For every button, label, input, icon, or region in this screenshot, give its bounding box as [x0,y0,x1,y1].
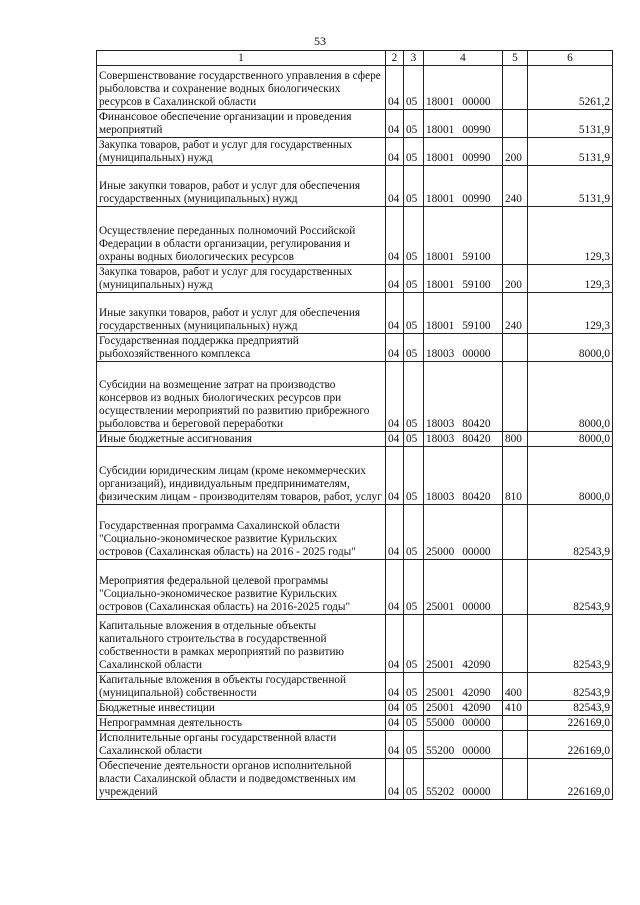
row-name: Субсидии на возмещение затрат на производство консервов из водных биологических ресурсов при осуществлении мероприятий по развитию прибрежного рыболовства и береговой переработки [97,362,386,432]
row-expense-type: 240 [503,166,528,207]
row-expense-type [503,66,528,110]
page-number: 53 [314,34,326,48]
row-name: Осуществление переданных полномочий Российской Федерации в области организации, регулирования и охраны водных биологических ресурсов [97,207,386,265]
target-article-direction-code: 59100 [462,279,491,291]
row-amount: 5261,2 [528,66,613,110]
table-row [97,66,613,110]
row-section: 04 [386,759,404,800]
row-section: 04 [386,432,404,447]
row-name: Иные бюджетные ассигнования [97,432,386,447]
target-article-direction-code: 00990 [462,124,491,136]
target-article-program-code: 18001 [426,124,455,136]
row-name: Капитальные вложения в отдельные объекты капитального строительства в государственной собственности в рамках мероприятий по развитию Сахалинской области [97,615,386,673]
target-article-program-code: 18001 [426,251,455,263]
target-article-direction-code: 80420 [462,491,491,503]
table-row [97,615,613,673]
row-target-article [424,138,503,166]
row-amount: 8000,0 [528,334,613,362]
row-section: 04 [386,293,404,334]
table-row [97,560,613,615]
row-section: 04 [386,166,404,207]
row-expense-type [503,731,528,759]
target-article-direction-code: 80420 [462,418,491,430]
row-section: 04 [386,716,404,731]
target-article-direction-code: 00000 [462,745,491,757]
row-section: 04 [386,673,404,701]
table-row [97,207,613,265]
row-subsection: 05 [404,334,424,362]
table-row [97,731,613,759]
row-name: Бюджетные инвестиции [97,701,386,716]
row-target-article [424,293,503,334]
target-article-program-code: 18001 [426,193,455,205]
row-expense-type: 810 [503,447,528,505]
row-section: 04 [386,362,404,432]
row-subsection: 05 [404,673,424,701]
row-target-article [424,447,503,505]
column-header: 1 [97,51,386,66]
row-target-article [424,334,503,362]
table-row [97,110,613,138]
row-subsection: 05 [404,166,424,207]
target-article-direction-code: 00000 [462,96,491,108]
row-target-article [424,759,503,800]
row-name: Финансовое обеспечение организации и проведения мероприятий [97,110,386,138]
row-section: 04 [386,615,404,673]
column-header: 6 [528,51,613,66]
row-target-article [424,560,503,615]
target-article-direction-code: 59100 [462,251,491,263]
row-name: Государственная программа Сахалинской области "Социально-экономическое развитие Курильских островов (Сахалинская область) на 2016 - 2025 годы" [97,505,386,560]
row-expense-type: 240 [503,293,528,334]
table-row [97,293,613,334]
row-target-article [424,701,503,716]
row-target-article [424,110,503,138]
target-article-direction-code: 42090 [462,659,491,671]
row-amount: 226169,0 [528,716,613,731]
row-name: Государственная поддержка предприятий рыбохозяйственного комплекса [97,334,386,362]
target-article-program-code: 55202 [426,786,455,798]
column-header: 2 [386,51,404,66]
row-amount: 82543,9 [528,560,613,615]
row-section: 04 [386,701,404,716]
row-expense-type: 200 [503,265,528,293]
row-expense-type: 800 [503,432,528,447]
target-article-direction-code: 00000 [462,717,491,729]
row-amount: 226169,0 [528,731,613,759]
column-header: 5 [503,51,528,66]
row-section: 04 [386,138,404,166]
row-amount: 82543,9 [528,615,613,673]
target-article-direction-code: 42090 [462,687,491,699]
row-subsection: 05 [404,759,424,800]
row-target-article [424,166,503,207]
row-expense-type: 400 [503,673,528,701]
row-subsection: 05 [404,66,424,110]
target-article-program-code: 18001 [426,152,455,164]
row-target-article [424,716,503,731]
row-name: Исполнительные органы государственной власти Сахалинской области [97,731,386,759]
row-expense-type [503,759,528,800]
row-subsection: 05 [404,265,424,293]
row-section: 04 [386,66,404,110]
row-name: Обеспечение деятельности органов исполнительной власти Сахалинской области и подведомственных им учреждений [97,759,386,800]
row-name: Закупка товаров, работ и услуг для государственных (муниципальных) нужд [97,265,386,293]
table-row [97,505,613,560]
row-section: 04 [386,560,404,615]
target-article-direction-code: 42090 [462,702,491,714]
row-expense-type: 410 [503,701,528,716]
target-article-direction-code: 00000 [462,546,491,558]
row-name: Субсидии юридическим лицам (кроме некоммерческих организаций), индивидуальным предпринимателям, физическим лицам - производителям товаров, работ, услуг [97,447,386,505]
row-amount: 226169,0 [528,759,613,800]
row-target-article [424,362,503,432]
target-article-program-code: 25001 [426,659,455,671]
target-article-direction-code: 80420 [462,433,491,445]
row-target-article [424,432,503,447]
table-row [97,166,613,207]
row-expense-type [503,207,528,265]
row-name: Иные закупки товаров, работ и услуг для обеспечения государственных (муниципальных) нужд [97,166,386,207]
row-amount: 8000,0 [528,447,613,505]
row-name: Непрограммная деятельность [97,716,386,731]
row-subsection: 05 [404,731,424,759]
table-row [97,362,613,432]
target-article-program-code: 25001 [426,702,455,714]
row-expense-type [503,334,528,362]
table-row [97,265,613,293]
target-article-program-code: 25001 [426,687,455,699]
row-target-article [424,615,503,673]
row-subsection: 05 [404,362,424,432]
row-section: 04 [386,731,404,759]
row-name: Мероприятия федеральной целевой программы "Социально-экономическое развитие Курильских островов (Сахалинская область) на 2016-2025 годы" [97,560,386,615]
target-article-direction-code: 00000 [462,348,491,360]
target-article-program-code: 25001 [426,601,455,613]
target-article-direction-code: 00990 [462,152,491,164]
row-amount: 129,3 [528,265,613,293]
row-subsection: 05 [404,716,424,731]
table-row [97,447,613,505]
row-subsection: 05 [404,615,424,673]
row-expense-type: 200 [503,138,528,166]
target-article-direction-code: 59100 [462,320,491,332]
row-section: 04 [386,447,404,505]
row-name: Совершенствование государственного управления в сфере рыболовства и сохранение водных биологических ресурсов в Сахалинской области [97,66,386,110]
row-target-article [424,207,503,265]
row-section: 04 [386,505,404,560]
target-article-direction-code: 00990 [462,193,491,205]
row-target-article [424,66,503,110]
row-target-article [424,265,503,293]
row-amount: 5131,9 [528,166,613,207]
row-target-article [424,673,503,701]
target-article-program-code: 18003 [426,491,455,503]
column-header: 4 [424,51,503,66]
row-subsection: 05 [404,207,424,265]
target-article-program-code: 25000 [426,546,455,558]
table-row [97,716,613,731]
table-header-row [97,51,613,66]
row-amount: 5131,9 [528,110,613,138]
target-article-program-code: 18003 [426,348,455,360]
row-amount: 82543,9 [528,505,613,560]
row-expense-type [503,110,528,138]
row-name: Иные закупки товаров, работ и услуг для обеспечения государственных (муниципальных) нужд [97,293,386,334]
row-target-article [424,731,503,759]
row-subsection: 05 [404,560,424,615]
row-expense-type [503,560,528,615]
target-article-program-code: 18001 [426,320,455,332]
row-amount: 82543,9 [528,673,613,701]
row-amount: 8000,0 [528,432,613,447]
table-row [97,334,613,362]
row-subsection: 05 [404,293,424,334]
target-article-program-code: 18003 [426,418,455,430]
target-article-program-code: 18003 [426,433,455,445]
row-expense-type [503,505,528,560]
row-amount: 5131,9 [528,138,613,166]
row-subsection: 05 [404,505,424,560]
row-section: 04 [386,334,404,362]
table-row [97,701,613,716]
row-expense-type [503,362,528,432]
row-section: 04 [386,207,404,265]
row-expense-type [503,716,528,731]
target-article-program-code: 55200 [426,745,455,757]
row-subsection: 05 [404,432,424,447]
budget-table [96,50,613,800]
target-article-program-code: 18001 [426,279,455,291]
column-header: 3 [404,51,424,66]
row-amount: 129,3 [528,207,613,265]
row-amount: 129,3 [528,293,613,334]
row-section: 04 [386,110,404,138]
row-name: Капитальные вложения в объекты государственной (муниципальной) собственности [97,673,386,701]
row-amount: 8000,0 [528,362,613,432]
target-article-direction-code: 00000 [462,786,491,798]
target-article-program-code: 18001 [426,96,455,108]
table-row [97,673,613,701]
row-section: 04 [386,265,404,293]
row-name: Закупка товаров, работ и услуг для государственных (муниципальных) нужд [97,138,386,166]
table-row [97,432,613,447]
target-article-direction-code: 00000 [462,601,491,613]
table-row [97,759,613,800]
row-subsection: 05 [404,138,424,166]
row-subsection: 05 [404,447,424,505]
target-article-program-code: 55000 [426,717,455,729]
row-expense-type [503,615,528,673]
row-subsection: 05 [404,110,424,138]
row-amount: 82543,9 [528,701,613,716]
row-subsection: 05 [404,701,424,716]
row-target-article [424,505,503,560]
table-row [97,138,613,166]
